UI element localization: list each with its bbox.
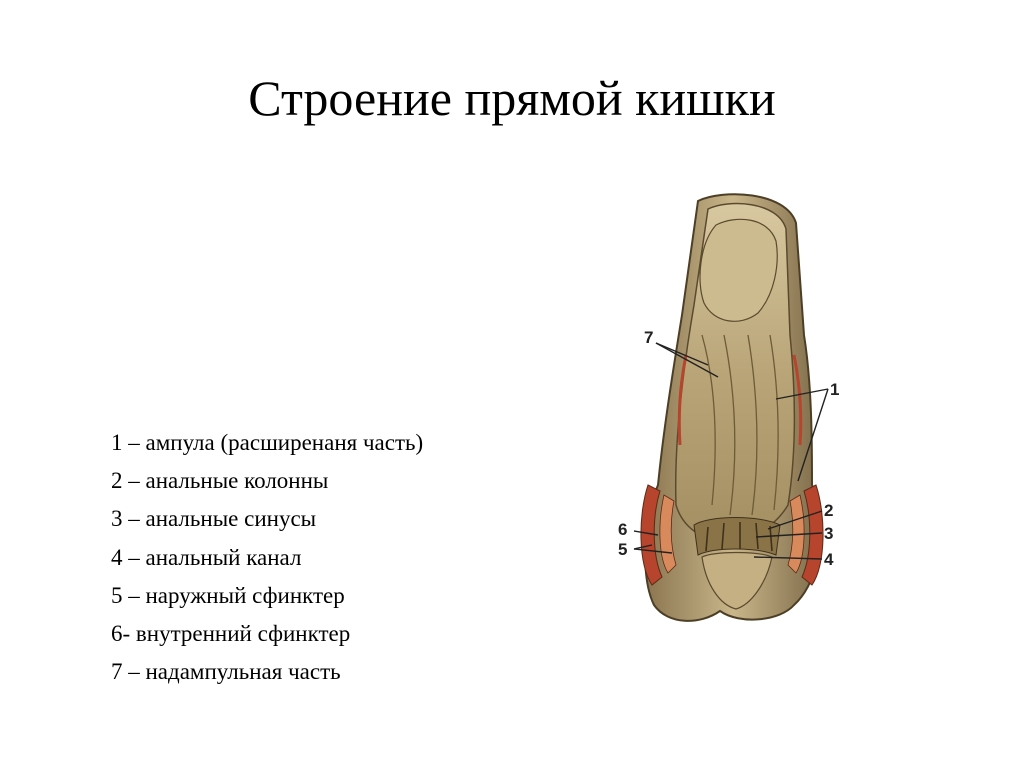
callout-7: 7 xyxy=(644,328,654,347)
callout-4: 4 xyxy=(824,550,834,569)
legend-item-1: 1 – ампула (расширенаня часть) xyxy=(111,430,424,455)
callout-2: 2 xyxy=(824,501,834,520)
legend-list xyxy=(111,424,423,691)
legend-item-3: 3 – анальные синусы xyxy=(111,506,317,532)
callout-6: 6 xyxy=(618,520,628,539)
callout-1: 1 xyxy=(830,380,840,399)
callout-3: 3 xyxy=(824,524,834,543)
legend-item-7: 7 – надампульная часть xyxy=(111,659,341,685)
rectum-illustration xyxy=(590,185,860,645)
legend-item-5: 5 – наружный сфинктер xyxy=(111,582,345,608)
rectum-drawing xyxy=(590,185,860,645)
legend-item-4: 4 – анальный канал xyxy=(111,544,302,570)
legend-item-6: 6- внутренний сфинктер xyxy=(111,621,351,647)
callout-5: 5 xyxy=(618,540,628,559)
slide-title: Строение прямой кишки xyxy=(248,70,776,126)
legend-item-2: 2 – анальные колонны xyxy=(111,468,329,494)
